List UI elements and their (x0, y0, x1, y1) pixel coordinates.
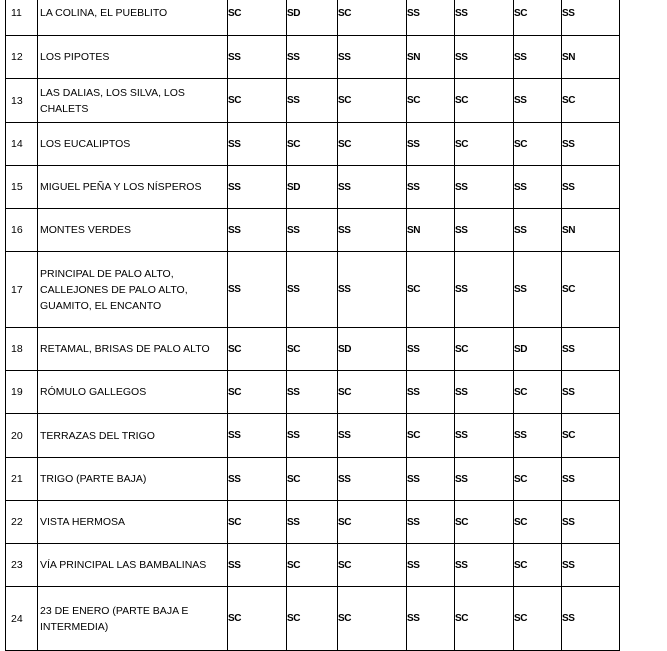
status-code-cell[interactable]: SS (228, 36, 287, 79)
row-number-cell[interactable]: 16 (6, 209, 38, 252)
status-code-cell[interactable]: SS (287, 79, 338, 123)
sector-name-cell[interactable] (38, 166, 228, 209)
sector-name-line: TRIGO (PARTE BAJA) (40, 473, 147, 485)
status-code-cell[interactable]: SD (287, 0, 338, 36)
status-code-cell[interactable]: SC (287, 544, 338, 587)
status-code-cell[interactable]: SC (407, 79, 455, 123)
sector-name-line: MIGUEL PEÑA Y LOS NÍSPEROS (40, 181, 202, 193)
sector-name-line: PRINCIPAL DE PALO ALTO, (40, 267, 174, 280)
sector-name-line: LOS PIPOTES (40, 51, 110, 63)
status-code-cell[interactable]: SC (455, 501, 514, 544)
status-code-cell[interactable]: SS (455, 544, 514, 587)
sector-name-cell[interactable] (38, 79, 228, 123)
status-code-cell[interactable]: SS (287, 252, 338, 328)
status-code-cell[interactable]: SS (407, 587, 455, 651)
status-code-cell[interactable]: SS (338, 209, 407, 252)
status-code-cell[interactable]: SS (407, 328, 455, 371)
status-code-cell[interactable]: SS (455, 252, 514, 328)
sector-name-line: TERRAZAS DEL TRIGO (40, 429, 155, 442)
status-code-cell[interactable]: SS (407, 123, 455, 166)
status-code-cell[interactable]: SS (562, 123, 620, 166)
status-code-cell[interactable]: SS (287, 371, 338, 414)
status-code-cell[interactable]: SS (562, 587, 620, 651)
status-code-cell[interactable]: SS (562, 0, 620, 36)
status-code-cell[interactable]: SS (338, 458, 407, 501)
status-code-cell[interactable]: SC (338, 123, 407, 166)
status-code-cell[interactable]: SC (287, 458, 338, 501)
row-number-cell[interactable]: 15 (6, 166, 38, 209)
status-code-cell[interactable]: SN (562, 36, 620, 79)
table-row (6, 166, 620, 209)
row-number-cell[interactable]: 23 (6, 544, 38, 587)
sector-name-line: GUAMITO, EL ENCANTO (40, 299, 162, 312)
status-code-cell[interactable]: SS (455, 371, 514, 414)
sector-name-cell[interactable] (38, 209, 228, 252)
status-code-cell[interactable]: SS (338, 166, 407, 209)
row-number-cell[interactable]: 20 (6, 414, 38, 458)
status-code-cell[interactable]: SS (455, 0, 514, 36)
status-code-cell[interactable]: SS (455, 458, 514, 501)
status-code-cell[interactable]: SC (338, 587, 407, 651)
sector-name-line: VÍA PRINCIPAL LAS BAMBALINAS (40, 559, 207, 571)
status-code-cell[interactable]: SN (562, 209, 620, 252)
sector-name-line: VISTA HERMOSA (40, 516, 125, 528)
status-code-cell[interactable]: SC (338, 501, 407, 544)
status-code-cell[interactable]: SS (562, 501, 620, 544)
status-code-cell[interactable]: SS (228, 252, 287, 328)
status-code-cell[interactable]: SC (228, 501, 287, 544)
status-code-cell[interactable]: SN (407, 36, 455, 79)
status-code-cell[interactable]: SS (562, 544, 620, 587)
status-code-cell[interactable]: SC (514, 501, 562, 544)
status-code-cell[interactable]: SS (514, 209, 562, 252)
sector-name-line: RÓMULO GALLEGOS (40, 386, 147, 398)
row-number-cell[interactable]: 12 (6, 36, 38, 79)
status-code-cell[interactable]: SS (562, 458, 620, 501)
status-code-cell[interactable]: SS (455, 36, 514, 79)
status-code-cell[interactable]: SS (228, 414, 287, 458)
row-number-cell[interactable]: 19 (6, 371, 38, 414)
status-code-cell[interactable]: SC (338, 371, 407, 414)
table-row (6, 587, 620, 651)
table-row (6, 371, 620, 414)
sector-name-cell[interactable] (38, 587, 228, 651)
status-code-cell[interactable]: SS (287, 414, 338, 458)
status-code-cell[interactable]: SC (338, 0, 407, 36)
status-code-cell[interactable]: SC (228, 371, 287, 414)
sector-name-line: LAS DALIAS, LOS SILVA, LOS CHALETS (40, 86, 185, 115)
row-number-cell[interactable]: 21 (6, 458, 38, 501)
row-number-cell[interactable]: 14 (6, 123, 38, 166)
status-code-cell[interactable]: SS (287, 36, 338, 79)
row-number-cell[interactable]: 17 (6, 252, 38, 328)
status-code-cell[interactable]: SS (514, 36, 562, 79)
sector-name-cell[interactable] (38, 414, 228, 458)
status-code-cell[interactable]: SC (514, 123, 562, 166)
row-number-cell[interactable]: 24 (6, 587, 38, 651)
status-code-cell[interactable]: SS (514, 414, 562, 458)
sector-name-line: RETAMAL, BRISAS DE PALO ALTO (40, 343, 210, 355)
status-code-cell[interactable]: SS (287, 501, 338, 544)
status-code-cell[interactable]: SD (338, 328, 407, 371)
status-code-cell[interactable]: SC (338, 544, 407, 587)
status-code-cell[interactable]: SC (287, 123, 338, 166)
status-code-cell[interactable]: SC (455, 79, 514, 123)
status-code-cell[interactable]: SD (514, 328, 562, 371)
sector-name-cell[interactable] (38, 328, 228, 371)
sector-name-line: MONTES VERDES (40, 224, 132, 236)
row-number-cell[interactable]: 11 (6, 0, 38, 36)
sector-name-cell[interactable] (38, 252, 228, 328)
sector-name-cell[interactable] (38, 458, 228, 501)
status-code-cell[interactable]: SS (407, 501, 455, 544)
table-row (6, 414, 620, 458)
status-code-cell[interactable]: SC (514, 371, 562, 414)
status-code-cell[interactable]: SS (514, 252, 562, 328)
sector-name-cell[interactable] (38, 371, 228, 414)
table-row (6, 123, 620, 166)
status-code-cell[interactable]: SC (514, 0, 562, 36)
sector-name-line: CALLEJONES DE PALO ALTO, (40, 283, 188, 296)
status-code-cell[interactable]: SC (228, 587, 287, 651)
status-code-cell[interactable]: SS (228, 209, 287, 252)
status-code-cell[interactable]: SS (562, 371, 620, 414)
sector-name-line: 23 DE ENERO (PARTE BAJA E (40, 604, 189, 617)
status-code-cell[interactable]: SS (407, 371, 455, 414)
status-code-cell[interactable]: SS (407, 458, 455, 501)
table-row (6, 458, 620, 501)
status-code-cell[interactable]: SC (455, 328, 514, 371)
status-code-cell[interactable]: SC (562, 252, 620, 328)
status-code-cell[interactable]: SS (338, 252, 407, 328)
status-code-cell[interactable]: SC (228, 0, 287, 36)
row-number-cell[interactable]: 22 (6, 501, 38, 544)
status-code-cell[interactable]: SS (514, 166, 562, 209)
status-code-cell[interactable]: SC (228, 79, 287, 123)
status-code-cell[interactable]: SC (455, 587, 514, 651)
status-code-cell[interactable]: SC (287, 328, 338, 371)
status-code-cell[interactable]: SC (407, 252, 455, 328)
sector-status-table (5, 0, 620, 651)
table-row (6, 328, 620, 371)
status-code-cell[interactable]: SS (455, 209, 514, 252)
table-row (6, 501, 620, 544)
status-code-cell[interactable]: SS (228, 166, 287, 209)
sector-name-cell[interactable] (38, 544, 228, 587)
status-code-cell[interactable]: SS (338, 36, 407, 79)
status-code-cell[interactable]: SS (455, 414, 514, 458)
status-code-cell[interactable]: SC (228, 328, 287, 371)
row-number-cell[interactable]: 13 (6, 79, 38, 123)
status-code-cell[interactable]: SS (287, 209, 338, 252)
status-code-cell[interactable]: SC (514, 587, 562, 651)
status-code-cell[interactable]: SS (407, 0, 455, 36)
table-row (6, 36, 620, 79)
sector-name-line: INTERMEDIA) (40, 620, 109, 633)
sector-name-line: LA COLINA, EL PUEBLITO (40, 7, 168, 19)
status-code-cell[interactable]: SS (455, 166, 514, 209)
sector-name-line: LOS EUCALIPTOS (40, 138, 131, 150)
sector-name-cell[interactable] (38, 0, 228, 36)
table-row (6, 79, 620, 123)
status-code-cell[interactable]: SC (287, 587, 338, 651)
sector-name-cell[interactable] (38, 123, 228, 166)
status-code-cell[interactable]: SC (562, 79, 620, 123)
row-number-cell[interactable]: 18 (6, 328, 38, 371)
status-code-cell[interactable]: SS (228, 458, 287, 501)
table-row (6, 252, 620, 328)
table-row (6, 0, 620, 36)
status-code-cell[interactable]: SS (562, 328, 620, 371)
table-row (6, 209, 620, 252)
status-code-cell[interactable]: SC (514, 544, 562, 587)
status-code-cell[interactable]: SC (407, 414, 455, 458)
status-code-cell[interactable]: SS (407, 166, 455, 209)
status-code-cell[interactable]: SS (338, 414, 407, 458)
sector-name-cell[interactable] (38, 501, 228, 544)
status-code-cell[interactable]: SC (455, 123, 514, 166)
status-code-cell[interactable]: SC (338, 79, 407, 123)
status-code-cell[interactable]: SD (287, 166, 338, 209)
status-code-cell[interactable]: SS (228, 544, 287, 587)
status-code-cell[interactable]: SS (562, 166, 620, 209)
status-code-cell[interactable]: SS (407, 544, 455, 587)
status-code-cell[interactable]: SC (514, 458, 562, 501)
status-code-cell[interactable]: SN (407, 209, 455, 252)
status-code-cell[interactable]: SS (514, 79, 562, 123)
status-code-cell[interactable]: SC (562, 414, 620, 458)
status-code-cell[interactable]: SS (228, 123, 287, 166)
table-row (6, 544, 620, 587)
sector-name-cell[interactable] (38, 36, 228, 79)
